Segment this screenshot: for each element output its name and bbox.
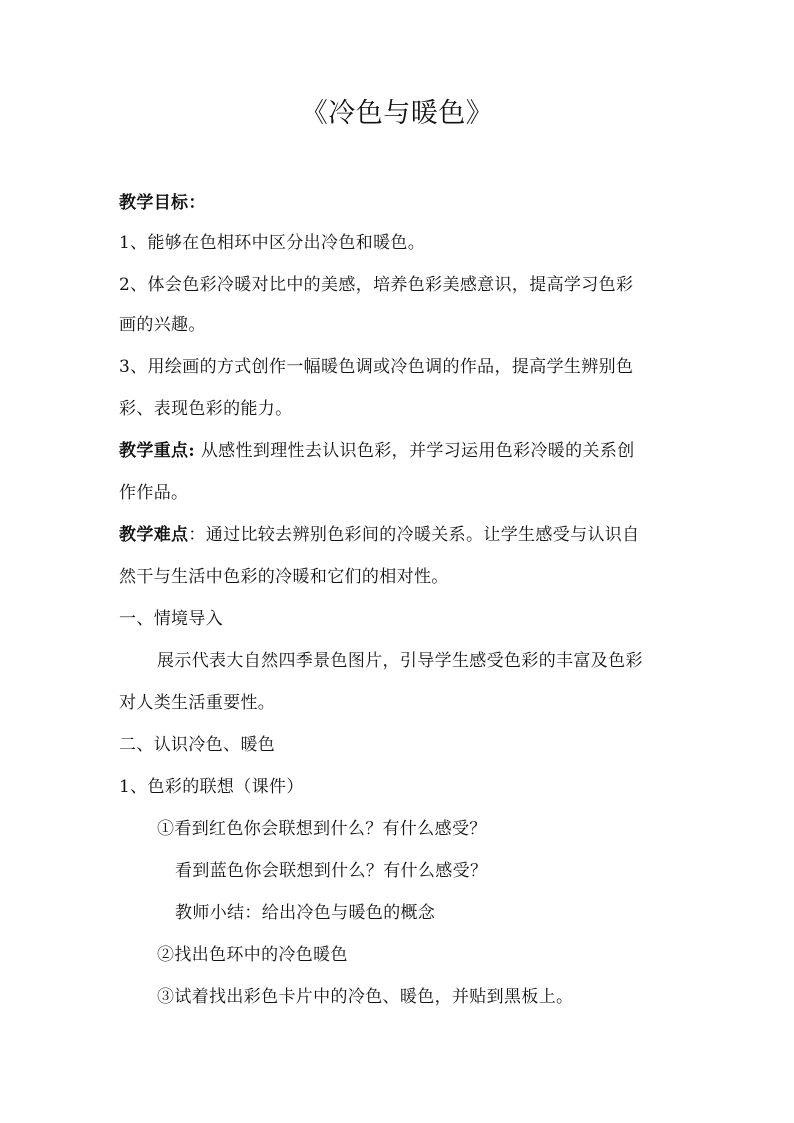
difficulty-text: ：通过比较去辨别色彩间的冷暖关系。让学生感受与认识自 — [188, 525, 640, 545]
objective-2-line-2: 画的兴趣。 — [119, 315, 206, 335]
key-point-colon: : — [188, 441, 196, 461]
key-point-label: 教学重点 — [119, 441, 189, 461]
item-1: ①看到红色你会联想到什么？有什么感受？ — [157, 819, 487, 839]
difficulty-label: 教学难点 — [119, 525, 189, 545]
key-point-line-2: 作作品。 — [119, 483, 189, 503]
difficulty-line-2: 然干与生活中色彩的冷暖和它们的相对性。 — [119, 567, 449, 587]
objective-3-line-1: 3、用绘画的方式创作一幅暖色调或冷色调的作品，提高学生辨别色 — [119, 357, 634, 377]
document-title: 《冷色与暖色》 — [300, 98, 494, 129]
item-3: ③试着找出彩色卡片中的冷色、暖色，并贴到黑板上。 — [157, 987, 574, 1007]
objective-3-line-2: 彩、表现色彩的能力。 — [119, 399, 293, 419]
difficulty-line-1 — [119, 522, 681, 548]
section-1-heading: 一、情境导入 — [119, 609, 224, 629]
key-point-text: 从感性到理性去认识色彩，并学习运用色彩冷暖的关系创 — [200, 441, 635, 461]
section-2-heading: 二、认识冷色、暖色 — [119, 735, 276, 755]
objective-2-line-1: 2、体会色彩冷暖对比中的美感，培养色彩美感意识，提高学习色彩 — [119, 275, 634, 295]
item-1c: 教师小结：给出冷色与暖色的概念 — [175, 903, 436, 923]
section-1-text-line-2: 对人类生活重要性。 — [119, 693, 276, 713]
objective-1: 1、能够在色相环中区分出冷色和暖色。 — [119, 233, 426, 253]
objectives-heading: 教学目标： — [119, 193, 206, 213]
subsection-1: 1、色彩的联想（课件） — [119, 777, 304, 797]
item-2: ②找出色环中的冷色暖色 — [157, 945, 348, 965]
item-1b: 看到蓝色你会联想到什么？有什么感受？ — [175, 861, 488, 881]
key-point-line-1 — [119, 438, 681, 464]
section-1-text-line-1: 展示代表大自然四季景色图片，引导学生感受色彩的丰富及色彩 — [157, 651, 643, 671]
